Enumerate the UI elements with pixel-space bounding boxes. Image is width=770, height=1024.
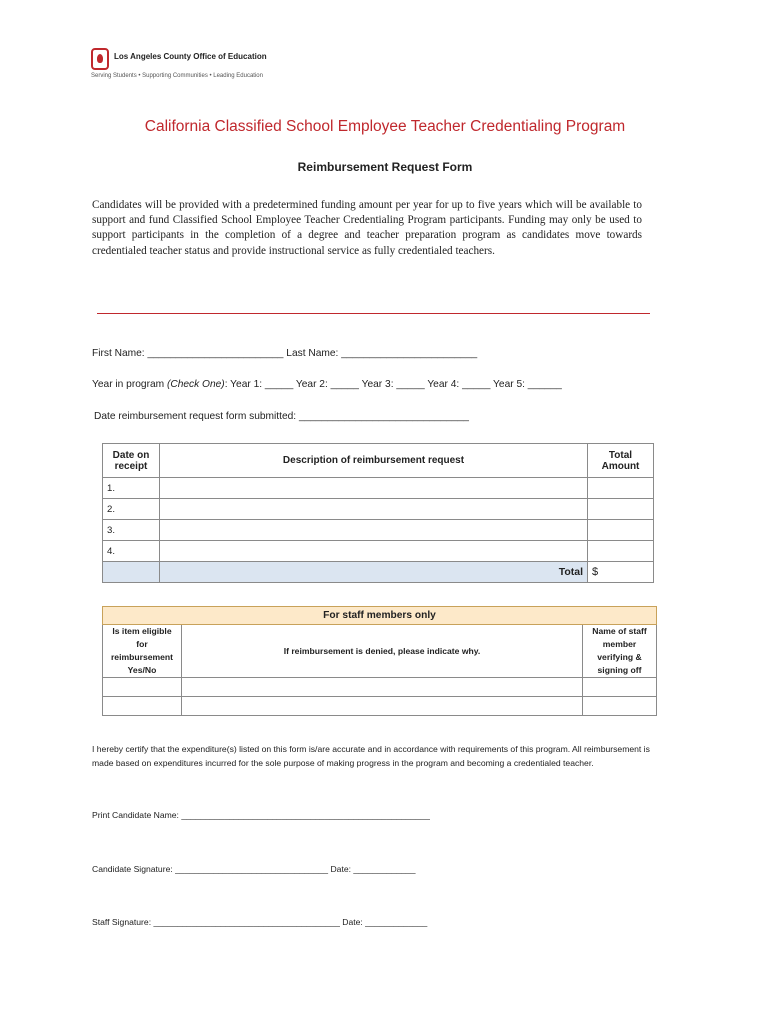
expense-table	[102, 443, 654, 583]
denied-reason-cell[interactable]	[182, 678, 583, 697]
year-in-program-field[interactable]	[92, 379, 562, 390]
denied-reason-cell[interactable]	[182, 697, 583, 716]
page-title: California Classified School Employee Teacher Credentialing Program	[144, 118, 626, 135]
table-row	[103, 678, 657, 697]
logo-org-name: Los Angeles County Office of Education	[114, 52, 267, 61]
description-header: Description of reimbursement request	[160, 444, 588, 478]
eligible-cell[interactable]	[103, 678, 182, 697]
table-row	[103, 697, 657, 716]
logo-tagline: Serving Students • Supporting Communities • Leading Education	[91, 73, 263, 79]
divider-line	[97, 313, 650, 314]
staff-table-header	[103, 625, 657, 678]
candidate-signature-field[interactable]: Candidate Signature: ________________________________ Date: _____________	[92, 864, 416, 874]
row-number: 1.	[103, 478, 160, 499]
date-submitted-field[interactable]: Date reimbursement request form submitted: ______________________________	[94, 411, 469, 422]
staff-name-cell[interactable]	[583, 697, 657, 716]
year-label: Year in program	[92, 379, 167, 390]
total-row	[103, 562, 654, 583]
table-row	[103, 478, 654, 499]
description-cell[interactable]	[160, 499, 588, 520]
description-cell[interactable]	[160, 520, 588, 541]
expense-table-header	[103, 444, 654, 478]
year-options: : Year 1: _____ Year 2: _____ Year 3: _____ Year 4: _____ Year 5: ______	[224, 379, 562, 390]
eligible-header: Is item eligible for reimbursement Yes/No	[103, 625, 182, 678]
total-amount-header: Total Amount	[588, 444, 654, 478]
certification-text: I hereby certify that the expenditure(s) listed on this form is/are accurate and in accordance with requirements of this program. All reimbursement is made based on expenditures incurred for the sole purpose of making progress in the program and becoming a credentialed teacher.	[92, 744, 650, 768]
amount-cell[interactable]	[588, 541, 654, 562]
row-number: 3.	[103, 520, 160, 541]
amount-cell[interactable]	[588, 478, 654, 499]
table-row	[103, 541, 654, 562]
lacoe-logo-icon	[91, 48, 109, 70]
denied-reason-header: If reimbursement is denied, please indicate why.	[182, 625, 583, 678]
intro-paragraph: Candidates will be provided with a predetermined funding amount per year for up to five years which will be available to support and fund Classified School Employee Teacher Credentialing Program participants. Funding may only be used to support participants in the completion of a degree and teacher preparation program as candidates move towards credentialed teacher status and provide instructional service as fully credentialed teachers.	[92, 199, 642, 257]
name-field[interactable]: First Name: ________________________ Last Name: ________________________	[92, 348, 478, 359]
year-check-hint: (Check One)	[166, 379, 225, 390]
amount-cell[interactable]	[588, 499, 654, 520]
table-row	[103, 499, 654, 520]
print-candidate-name-field[interactable]: Print Candidate Name: ____________________________________________________	[92, 810, 430, 820]
date-on-receipt-header: Date on receipt	[103, 444, 160, 478]
staff-name-header: Name of staff member verifying & signing off	[583, 625, 657, 678]
description-cell[interactable]	[160, 478, 588, 499]
table-row	[103, 520, 654, 541]
eligible-cell[interactable]	[103, 697, 182, 716]
staff-section-header	[103, 607, 657, 625]
amount-cell[interactable]	[588, 520, 654, 541]
staff-section-title: For staff members only	[103, 607, 657, 625]
row-number: 4.	[103, 541, 160, 562]
total-amount-cell[interactable]: $	[588, 562, 654, 583]
total-label: Total	[160, 562, 588, 583]
staff-table	[102, 606, 657, 716]
staff-signature-field[interactable]: Staff Signature: _______________________________________ Date: _____________	[92, 917, 428, 927]
description-cell[interactable]	[160, 541, 588, 562]
staff-name-cell[interactable]	[583, 678, 657, 697]
row-number: 2.	[103, 499, 160, 520]
total-row-spacer	[103, 562, 160, 583]
form-subtitle: Reimbursement Request Form	[297, 160, 473, 174]
